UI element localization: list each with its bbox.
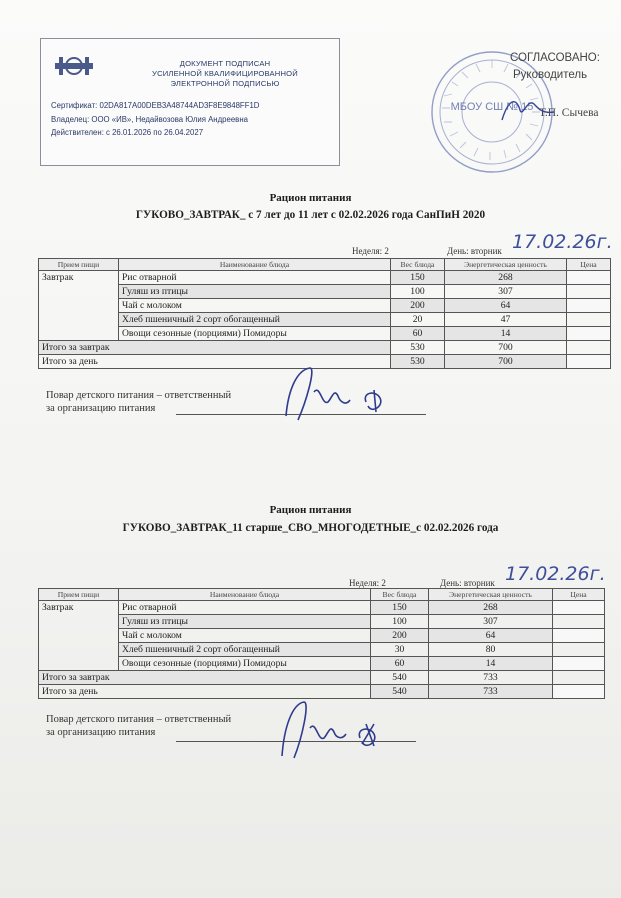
price-cell bbox=[567, 313, 611, 327]
menu2-title: Рацион питания bbox=[269, 504, 352, 516]
menu1-day: День: вторник bbox=[447, 246, 502, 256]
total-energy: 700 bbox=[445, 355, 567, 369]
col-meal: Прием пищи bbox=[39, 259, 119, 271]
energy-cell: 14 bbox=[445, 327, 567, 341]
weight-cell: 20 bbox=[391, 313, 445, 327]
menu1-week: Неделя: 2 bbox=[352, 246, 389, 256]
dish-cell: Чай с молоком bbox=[119, 629, 371, 643]
col-weight: Вес блюда bbox=[371, 589, 429, 601]
col-dish: Наименование блюда bbox=[119, 589, 371, 601]
total-energy: 733 bbox=[429, 685, 553, 699]
menu2-week: Неделя: 2 bbox=[349, 578, 386, 588]
menu2-table bbox=[38, 588, 605, 699]
price-cell bbox=[567, 327, 611, 341]
weight-cell: 200 bbox=[371, 629, 429, 643]
certificate-number: Сертификат: 02DA817A00DEB3A48744AD3F8E9848FF1D bbox=[51, 101, 260, 110]
total-price bbox=[553, 685, 605, 699]
e-signature-stamp bbox=[40, 38, 340, 166]
table-row bbox=[39, 299, 611, 313]
col-energy: Энергетическая ценность bbox=[445, 259, 567, 271]
menu1-footer bbox=[46, 389, 231, 415]
signature-details bbox=[51, 99, 259, 140]
price-cell bbox=[567, 299, 611, 313]
menu2-subtitle: ГУКОВО_ЗАВТРАК_11 старше_СВО_МНОГОДЕТНЫЕ_с 02.02.2026 года bbox=[122, 522, 499, 534]
dish-cell: Овощи сезонные (порциями) Помидоры bbox=[119, 657, 371, 671]
signature-heading-line: ДОКУМЕНТ ПОДПИСАН bbox=[179, 59, 271, 68]
total-label: Итого за день bbox=[39, 685, 371, 699]
price-cell bbox=[553, 643, 605, 657]
dish-cell: Хлеб пшеничный 2 сорт обогащенный bbox=[119, 643, 371, 657]
weight-cell: 150 bbox=[371, 601, 429, 615]
director-signature-icon bbox=[498, 90, 558, 130]
menu2-day: День: вторник bbox=[440, 578, 495, 588]
price-cell bbox=[553, 601, 605, 615]
table-row bbox=[39, 327, 611, 341]
seal-text: МБОУ СШ № 15 bbox=[450, 101, 534, 113]
menu2-cook-signature-icon bbox=[270, 694, 390, 764]
col-price: Цена bbox=[553, 589, 605, 601]
dish-cell: Рис отварной bbox=[119, 271, 391, 285]
price-cell bbox=[553, 629, 605, 643]
signature-heading bbox=[125, 59, 325, 89]
energy-cell: 307 bbox=[429, 615, 553, 629]
energy-cell: 64 bbox=[429, 629, 553, 643]
energy-cell: 64 bbox=[445, 299, 567, 313]
menu1-subtitle: ГУКОВО_ЗАВТРАК_ с 7 лет до 11 лет с 02.02.2026 года СанПиН 2020 bbox=[135, 209, 486, 221]
table-row bbox=[39, 615, 605, 629]
total-price bbox=[567, 341, 611, 355]
dish-cell: Гуляш из птицы bbox=[119, 615, 371, 629]
table-row bbox=[39, 643, 605, 657]
col-weight: Вес блюда bbox=[391, 259, 445, 271]
total-weight: 530 bbox=[391, 341, 445, 355]
energy-cell: 268 bbox=[429, 601, 553, 615]
col-price: Цена bbox=[567, 259, 611, 271]
meal-cell: Завтрак bbox=[39, 271, 119, 341]
weight-cell: 30 bbox=[371, 643, 429, 657]
menu1-title: Рацион питания bbox=[269, 192, 352, 204]
dish-cell: Рис отварной bbox=[119, 601, 371, 615]
menu1-handwritten-date: 17.02.26г. bbox=[512, 231, 613, 253]
energy-cell: 80 bbox=[429, 643, 553, 657]
table-row bbox=[39, 285, 611, 299]
menu2-handwritten-date: 17.02.26г. bbox=[505, 563, 606, 585]
table-row bbox=[39, 313, 611, 327]
footer-line: за организацию питания bbox=[46, 727, 156, 738]
total-weight: 540 bbox=[371, 685, 429, 699]
energy-cell: 307 bbox=[445, 285, 567, 299]
certificate-validity: Действителен: с 26.01.2026 по 26.04.2027 bbox=[51, 128, 204, 137]
table-row bbox=[39, 657, 605, 671]
dish-cell: Чай с молоком bbox=[119, 299, 391, 313]
signature-heading-line: ЭЛЕКТРОННОЙ ПОДПИСЬЮ bbox=[170, 79, 280, 88]
weight-cell: 60 bbox=[371, 657, 429, 671]
table-row bbox=[39, 601, 605, 615]
price-cell bbox=[567, 285, 611, 299]
approval-label: СОГЛАСОВАНО: bbox=[510, 52, 600, 64]
col-energy: Энергетическая ценность bbox=[429, 589, 553, 601]
total-weight: 540 bbox=[371, 671, 429, 685]
total-breakfast-row bbox=[39, 671, 605, 685]
price-cell bbox=[567, 271, 611, 285]
menu1-table bbox=[38, 258, 611, 369]
col-meal: Прием пищи bbox=[39, 589, 119, 601]
signature-heading-line: УСИЛЕННОЙ КВАЛИФИЦИРОВАННОЙ bbox=[152, 69, 298, 78]
energy-cell: 268 bbox=[445, 271, 567, 285]
col-dish: Наименование блюда bbox=[119, 259, 391, 271]
menu1-cook-signature-icon bbox=[276, 362, 396, 426]
weight-cell: 200 bbox=[391, 299, 445, 313]
table-header-row bbox=[39, 259, 611, 271]
table-header-row bbox=[39, 589, 605, 601]
dish-cell: Гуляш из птицы bbox=[119, 285, 391, 299]
total-label: Итого за завтрак bbox=[39, 671, 371, 685]
approval-role: Руководитель bbox=[513, 69, 588, 81]
total-label: Итого за день bbox=[39, 355, 391, 369]
dish-cell: Хлеб пшеничный 2 сорт обогащенный bbox=[119, 313, 391, 327]
meal-cell: Завтрак bbox=[39, 601, 119, 671]
price-cell bbox=[553, 657, 605, 671]
weight-cell: 100 bbox=[391, 285, 445, 299]
certificate-owner: Владелец: ООО «ИВ», Недайвозова Юлия Андреевна bbox=[51, 114, 248, 124]
signature-logo-icon bbox=[53, 53, 95, 79]
total-price bbox=[553, 671, 605, 685]
footer-line: Повар детского питания – ответственный bbox=[46, 390, 232, 401]
total-price bbox=[567, 355, 611, 369]
menu2-footer bbox=[46, 713, 231, 739]
table-row bbox=[39, 629, 605, 643]
total-weight: 530 bbox=[391, 355, 445, 369]
total-energy: 700 bbox=[445, 341, 567, 355]
total-breakfast-row bbox=[39, 341, 611, 355]
total-energy: 733 bbox=[429, 671, 553, 685]
total-label: Итого за завтрак bbox=[39, 341, 391, 355]
weight-cell: 60 bbox=[391, 327, 445, 341]
dish-cell: Овощи сезонные (порциями) Помидоры bbox=[119, 327, 391, 341]
weight-cell: 100 bbox=[371, 615, 429, 629]
price-cell bbox=[553, 615, 605, 629]
weight-cell: 150 bbox=[391, 271, 445, 285]
footer-line: за организацию питания bbox=[46, 403, 156, 414]
footer-line: Повар детского питания – ответственный bbox=[46, 714, 232, 725]
approval-name: Т.П. Сычева bbox=[539, 107, 599, 119]
energy-cell: 47 bbox=[445, 313, 567, 327]
energy-cell: 14 bbox=[429, 657, 553, 671]
table-row bbox=[39, 271, 611, 285]
